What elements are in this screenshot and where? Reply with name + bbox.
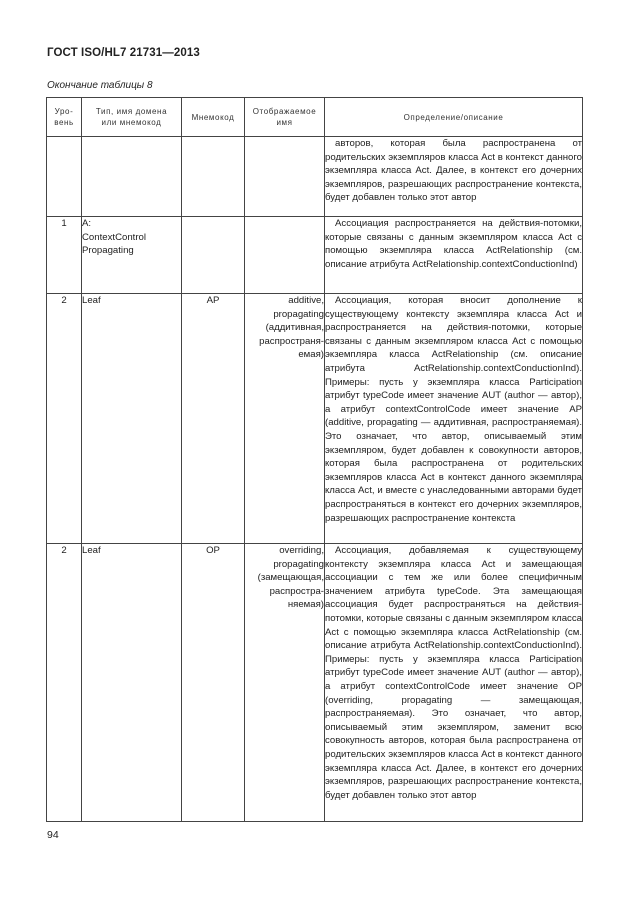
cell-definition [325, 137, 583, 217]
cell-level: 2 [47, 544, 82, 822]
cell-definition [325, 294, 583, 544]
definition-text: Ассоциация распространяется на действия-потомки, которые связаны с данным экземпляром класса Act с помощью экземпляра класса ActRelationship (см. описание атрибута ActRelationship.contextConductionInd) [325, 218, 582, 270]
cell-mnemonic: AP [182, 294, 245, 544]
cell-level: 1 [47, 217, 82, 294]
cell-domain [82, 137, 182, 217]
cell-display-name: additive, propagating (аддитивная, распространя- емая) [245, 294, 325, 544]
cell-display-name [245, 217, 325, 294]
table-row [47, 217, 583, 294]
cell-display-name [245, 137, 325, 217]
table-row [47, 294, 583, 544]
cell-level: 2 [47, 294, 82, 544]
table-row [47, 137, 583, 217]
standard-header: ГОСТ ISO/HL7 21731—2013 [47, 47, 200, 59]
cell-domain: Leaf [82, 544, 182, 822]
definition-text: Ассоциация, которая вносит дополнение к существующему контексту экземпляра класса Act и распространяется на действия-потомки, которые связаны с данным экземпляром класса Act с помощью экземпляра класса ActRelationship (см. описание атрибута ActRelationship.contextConductionInd). Примеры: пусть у экземпляра класса Participation атрибут typeCode имеет значение AUT (author — автор), а атрибут contextControlCode имеет значение AP (additive, propagating — аддитивная, распространяемая). Это означает, что автор, описываемый этим экземпляром, будет добавлен к совокупности авторов, которая была распространена от родительских экземпляров класса Act в контекст данного экземпляра класса Act, и вместе с унаследованными авторами будет распространяться в контекст его дочерних экземпляров, разрешающих распространение контекста [325, 295, 582, 524]
definitions-table [46, 97, 583, 822]
cell-level [47, 137, 82, 217]
table-header-row [47, 98, 583, 137]
table-caption: Окончание таблицы 8 [47, 80, 153, 91]
cell-mnemonic [182, 217, 245, 294]
cell-definition [325, 544, 583, 822]
definition-text: авторов, которая была распространена от родительских экземпляров класса Act в контекст данного экземпляра класса Act. Далее, в контекст его дочерних экземпляров, разрешающих распространение контекста, будет добавлен только этот автор [325, 138, 582, 204]
col-header-definition: Определение/описание [325, 98, 583, 137]
cell-domain: Leaf [82, 294, 182, 544]
cell-display-name: overriding, propagating (замещающая, распростра- няемая) [245, 544, 325, 822]
col-header-mnemonic: Мнемокод [182, 98, 245, 137]
table-row [47, 544, 583, 822]
definition-text: Ассоциация, добавляемая к существующему контексту экземпляра класса Act и замещающая ассоциации с тем же или более специфичным значением атрибута typeCode. Эта замещающая ассоциация будет распространяться на действия-потомки, которые связаны с данным экземпляром класса Act с помощью экземпляра класса ActRelationship (см. описание атрибута ActRelationship.contextConductionInd). Примеры: пусть у экземпляра класса Participation атрибут typeCode имеет значение AUT (author — автор), а атрибут contextControlCode имеет значение OP (overriding, propagating — замещающая, распространяемая). Это означает, что автор, описываемый этим экземпляром, заменит всю совокупность авторов, которая была распространена от родительских экземпляров класса Act в контекст данного экземпляра класса Act. Далее, в контекст его дочерних экземпляров, разрешающих распространение контекста, будет добавлен только этот автор [325, 545, 582, 801]
col-header-level: Уро- вень [47, 98, 82, 137]
col-header-display-name: Отображаемое имя [245, 98, 325, 137]
cell-mnemonic: OP [182, 544, 245, 822]
col-header-domain: Тип, имя домена или мнемокод [82, 98, 182, 137]
cell-domain: A: ContextControl Propagating [82, 217, 182, 294]
page-number: 94 [47, 829, 59, 841]
cell-definition [325, 217, 583, 294]
cell-mnemonic [182, 137, 245, 217]
